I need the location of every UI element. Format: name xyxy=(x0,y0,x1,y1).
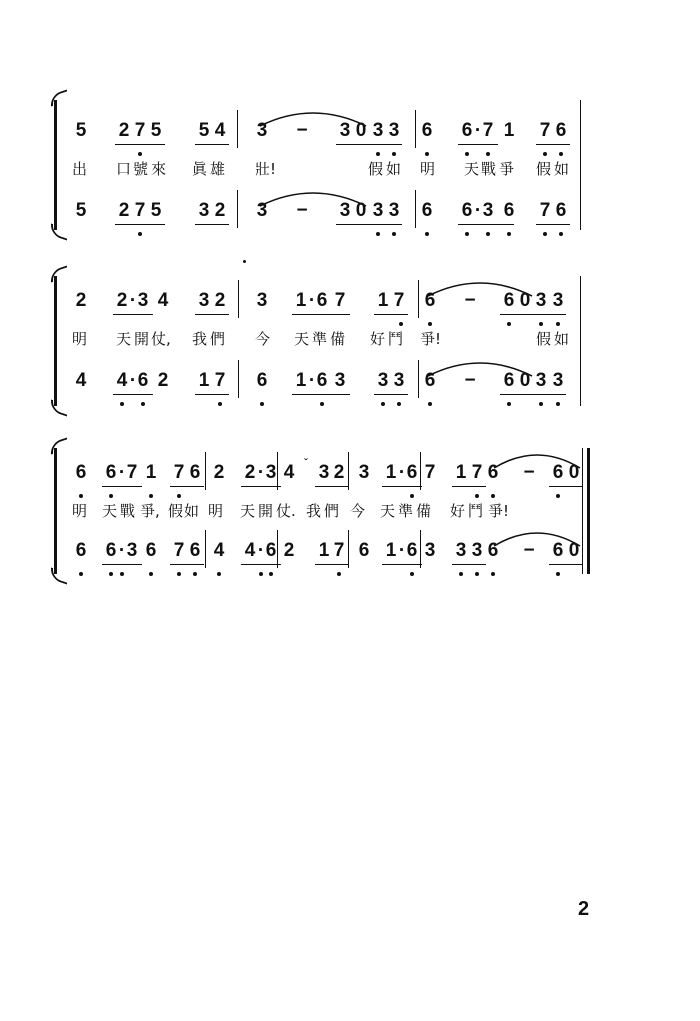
note: 1 xyxy=(385,462,397,483)
system-bracket xyxy=(54,100,63,230)
note: · xyxy=(129,290,137,311)
beam xyxy=(458,224,514,225)
note: 2 xyxy=(333,462,345,483)
barline xyxy=(237,110,238,148)
lyric-char: 爭! xyxy=(488,502,510,520)
note: · xyxy=(474,200,482,221)
beam xyxy=(102,486,142,487)
lyric-char: 今 xyxy=(255,330,271,348)
octave-dot xyxy=(177,494,181,498)
note: · xyxy=(398,540,406,561)
note: 2 xyxy=(244,462,256,483)
octave-dot xyxy=(410,494,414,498)
beam xyxy=(102,564,142,565)
note: 0 xyxy=(355,200,367,221)
beam xyxy=(292,314,350,315)
octave-dot xyxy=(559,232,563,236)
tie-slur xyxy=(258,108,368,128)
beam xyxy=(241,564,281,565)
note: · xyxy=(308,290,316,311)
final-barline xyxy=(587,448,590,574)
octave-dot xyxy=(475,494,479,498)
note: 3 xyxy=(198,200,210,221)
beam xyxy=(452,564,486,565)
lyric-char: 雄 xyxy=(210,160,226,178)
lyric-char: 鬥 xyxy=(388,330,404,348)
note: 1 xyxy=(295,290,307,311)
lyric-char: 如 xyxy=(554,330,570,348)
lyric-char: 們 xyxy=(324,502,340,520)
note: · xyxy=(474,120,482,141)
barline xyxy=(418,280,419,318)
octave-dot xyxy=(491,494,495,498)
lyric-char: 今 xyxy=(350,502,366,520)
lyric-char: 號 xyxy=(133,160,149,178)
beam xyxy=(382,486,422,487)
barline xyxy=(238,360,239,398)
lyric-char: 眞 xyxy=(192,160,208,178)
lyric-char: 天 xyxy=(102,502,118,520)
note: 6 xyxy=(503,370,515,391)
octave-dot xyxy=(428,402,432,406)
octave-dot xyxy=(259,572,263,576)
note: 6 xyxy=(265,540,277,561)
tie-slur xyxy=(492,528,582,548)
beam xyxy=(195,224,229,225)
lyric-char: 天 xyxy=(116,330,132,348)
lyric-char: 如 xyxy=(554,160,570,178)
note: 6 xyxy=(555,200,567,221)
octave-dot xyxy=(507,322,511,326)
lyric-char: 天 xyxy=(240,502,256,520)
note: 3 xyxy=(318,462,330,483)
note: 3 xyxy=(552,370,564,391)
note: · xyxy=(118,462,126,483)
lyric-char: 明 xyxy=(420,160,436,178)
lyric-char: 爭, xyxy=(140,502,160,520)
octave-dot xyxy=(109,494,113,498)
octave-dot xyxy=(425,232,429,236)
note: 6 xyxy=(316,290,328,311)
octave-dot xyxy=(543,152,547,156)
beam xyxy=(536,144,570,145)
note: 3 xyxy=(256,290,268,311)
note: 4 xyxy=(213,540,225,561)
note: 2 xyxy=(214,200,226,221)
barline xyxy=(277,530,278,568)
note: 4 xyxy=(244,540,256,561)
note: 4 xyxy=(75,370,87,391)
note: 6 xyxy=(424,290,436,311)
beam xyxy=(500,314,566,315)
beam xyxy=(336,144,402,145)
note: 3 xyxy=(377,370,389,391)
lyric-char: 出 xyxy=(72,160,88,178)
breath-mark: ˇ xyxy=(304,456,308,470)
lyric-char: 假 xyxy=(536,330,552,348)
note: 0 xyxy=(568,462,580,483)
note: 3 xyxy=(471,540,483,561)
lyric-char: 我 xyxy=(192,330,208,348)
beam xyxy=(536,224,570,225)
note: 7 xyxy=(173,462,185,483)
octave-dot xyxy=(138,232,142,236)
beam xyxy=(115,144,165,145)
note: 6 xyxy=(189,540,201,561)
lyric-char: 準 xyxy=(398,502,414,520)
octave-dot xyxy=(217,572,221,576)
octave-dot xyxy=(109,572,113,576)
lyric-char: 仗, xyxy=(151,330,171,348)
note: 6 xyxy=(137,370,149,391)
note: − xyxy=(523,540,535,561)
barline xyxy=(580,276,581,406)
lyric-char: 備 xyxy=(416,502,432,520)
octave-dot xyxy=(475,572,479,576)
note: 4 xyxy=(283,462,295,483)
system-bracket xyxy=(54,448,63,574)
lyric-char: 戰 xyxy=(481,160,497,178)
lyric-char: 戰 xyxy=(120,502,136,520)
note: − xyxy=(296,200,308,221)
note: 2 xyxy=(283,540,295,561)
note: 6 xyxy=(461,200,473,221)
octave-dot xyxy=(392,152,396,156)
lyric-char: 假 xyxy=(368,160,384,178)
note: 1 xyxy=(455,462,467,483)
note: 6 xyxy=(487,540,499,561)
lyric-char: 好 xyxy=(450,502,466,520)
lyric-char: 我 xyxy=(306,502,322,520)
lyric-char: 們 xyxy=(210,330,226,348)
note: − xyxy=(464,290,476,311)
octave-dot xyxy=(507,402,511,406)
beam xyxy=(113,394,153,395)
lyric-char: 天 xyxy=(380,502,396,520)
lyric-char: 鬥 xyxy=(468,502,484,520)
octave-dot xyxy=(397,402,401,406)
note: 6 xyxy=(421,120,433,141)
octave-dot xyxy=(269,572,273,576)
beam xyxy=(195,314,229,315)
note: 6 xyxy=(105,462,117,483)
octave-dot xyxy=(507,232,511,236)
barline xyxy=(205,452,206,490)
note: 7 xyxy=(424,462,436,483)
lyric-char: 仗. xyxy=(276,502,296,520)
note: 7 xyxy=(334,290,346,311)
note: 7 xyxy=(539,120,551,141)
note: 7 xyxy=(134,120,146,141)
note: 7 xyxy=(393,290,405,311)
note: 3 xyxy=(424,540,436,561)
octave-dot xyxy=(376,152,380,156)
note: 7 xyxy=(482,120,494,141)
octave-dot xyxy=(260,402,264,406)
note: 3 xyxy=(535,370,547,391)
lyric-char: 天 xyxy=(464,160,480,178)
note: 6 xyxy=(75,540,87,561)
note: 6 xyxy=(145,540,157,561)
note: 3 xyxy=(198,290,210,311)
barline xyxy=(420,530,421,568)
beam xyxy=(452,486,486,487)
note: 6 xyxy=(358,540,370,561)
note: 6 xyxy=(555,120,567,141)
beam xyxy=(549,486,583,487)
note: 3 xyxy=(265,462,277,483)
octave-dot xyxy=(486,152,490,156)
note: 6 xyxy=(461,120,473,141)
note: 3 xyxy=(393,370,405,391)
note: 3 xyxy=(535,290,547,311)
beam xyxy=(374,314,408,315)
note: 2 xyxy=(157,370,169,391)
note: 4 xyxy=(157,290,169,311)
beam xyxy=(315,486,349,487)
octave-dot xyxy=(120,572,124,576)
octave-dot xyxy=(410,572,414,576)
octave-dot xyxy=(337,572,341,576)
tie-slur xyxy=(258,188,368,208)
beam xyxy=(374,394,408,395)
note: 3 xyxy=(339,120,351,141)
barline xyxy=(205,530,206,568)
note: 0 xyxy=(568,540,580,561)
note: 1 xyxy=(503,120,515,141)
octave-dot xyxy=(491,572,495,576)
note: · xyxy=(398,462,406,483)
octave-dot xyxy=(376,232,380,236)
lyric-char: 爭 xyxy=(499,160,515,178)
note: 2 xyxy=(118,120,130,141)
note: 6 xyxy=(189,462,201,483)
note: 6 xyxy=(406,540,418,561)
octave-dot xyxy=(465,232,469,236)
note: 4 xyxy=(116,370,128,391)
beam xyxy=(315,564,349,565)
note: 7 xyxy=(126,462,138,483)
octave-dot xyxy=(177,572,181,576)
octave-dot xyxy=(556,572,560,576)
octave-dot xyxy=(149,572,153,576)
barline xyxy=(580,100,581,230)
note: 1 xyxy=(318,540,330,561)
note: · xyxy=(118,540,126,561)
octave-dot xyxy=(138,152,142,156)
beam xyxy=(382,564,422,565)
note: 2 xyxy=(75,290,87,311)
octave-dot xyxy=(149,494,153,498)
note: 6 xyxy=(424,370,436,391)
octave-dot xyxy=(425,152,429,156)
lyric-char: 明 xyxy=(208,502,224,520)
note: 3 xyxy=(372,200,384,221)
note: 7 xyxy=(173,540,185,561)
octave-dot xyxy=(428,322,432,326)
note: 6 xyxy=(421,200,433,221)
note: 3 xyxy=(455,540,467,561)
octave-dot xyxy=(556,402,560,406)
beam xyxy=(115,224,165,225)
octave-dot xyxy=(381,402,385,406)
note: 3 xyxy=(388,120,400,141)
octave-dot xyxy=(120,402,124,406)
note: 6 xyxy=(552,540,564,561)
note: − xyxy=(464,370,476,391)
beam xyxy=(500,394,566,395)
octave-dot xyxy=(486,232,490,236)
lyric-char: 好 xyxy=(370,330,386,348)
note: 0 xyxy=(355,120,367,141)
note: 1 xyxy=(385,540,397,561)
lyric-char: 如 xyxy=(386,160,402,178)
beam xyxy=(458,144,498,145)
tie-slur xyxy=(426,358,534,378)
beam xyxy=(336,224,402,225)
note: 3 xyxy=(334,370,346,391)
note: 7 xyxy=(214,370,226,391)
note: 6 xyxy=(487,462,499,483)
barline xyxy=(582,448,583,574)
note: 5 xyxy=(75,120,87,141)
note: 3 xyxy=(552,290,564,311)
note: 3 xyxy=(482,200,494,221)
note: 2 xyxy=(214,290,226,311)
barline xyxy=(420,452,421,490)
note: 6 xyxy=(256,370,268,391)
octave-dot xyxy=(556,494,560,498)
note: 7 xyxy=(333,540,345,561)
note: 4 xyxy=(214,120,226,141)
barline xyxy=(348,530,349,568)
lyric-char: 口 xyxy=(116,160,132,178)
note: 1 xyxy=(145,462,157,483)
note: 6 xyxy=(503,290,515,311)
note: 5 xyxy=(75,200,87,221)
lyric-char: 壯! xyxy=(255,160,277,178)
lyric-char: 如 xyxy=(184,502,200,520)
page-number: 2 xyxy=(578,898,590,920)
beam xyxy=(170,486,204,487)
note: 3 xyxy=(126,540,138,561)
beam xyxy=(195,394,229,395)
lyric-char: 假 xyxy=(168,502,184,520)
barline xyxy=(238,280,239,318)
note: 3 xyxy=(339,200,351,221)
lyric-char: 明 xyxy=(72,502,88,520)
beam xyxy=(292,394,350,395)
note: 2 xyxy=(118,200,130,221)
mark-dot xyxy=(243,260,246,263)
octave-dot xyxy=(141,402,145,406)
note: 7 xyxy=(134,200,146,221)
barline xyxy=(415,190,416,228)
barline xyxy=(348,452,349,490)
note: 6 xyxy=(406,462,418,483)
barline xyxy=(277,452,278,490)
lyric-char: 來 xyxy=(151,160,167,178)
note: − xyxy=(523,462,535,483)
note: 3 xyxy=(256,200,268,221)
octave-dot xyxy=(543,232,547,236)
barline xyxy=(237,190,238,228)
note: 1 xyxy=(198,370,210,391)
octave-dot xyxy=(79,494,83,498)
lyric-char: 開 xyxy=(134,330,150,348)
note: 3 xyxy=(137,290,149,311)
note: 5 xyxy=(150,120,162,141)
lyric-char: 準 xyxy=(312,330,328,348)
note: 3 xyxy=(358,462,370,483)
octave-dot xyxy=(539,402,543,406)
note: 7 xyxy=(539,200,551,221)
octave-dot xyxy=(193,572,197,576)
note: − xyxy=(296,120,308,141)
octave-dot xyxy=(556,322,560,326)
note: · xyxy=(257,462,265,483)
octave-dot xyxy=(459,572,463,576)
note: 5 xyxy=(198,120,210,141)
note: 0 xyxy=(519,290,531,311)
octave-dot xyxy=(465,152,469,156)
octave-dot xyxy=(539,322,543,326)
note: 6 xyxy=(552,462,564,483)
lyric-char: 天 xyxy=(294,330,310,348)
note: 7 xyxy=(471,462,483,483)
note: 6 xyxy=(316,370,328,391)
octave-dot xyxy=(399,322,403,326)
note: 1 xyxy=(377,290,389,311)
note: · xyxy=(308,370,316,391)
note: 0 xyxy=(519,370,531,391)
note: 6 xyxy=(503,200,515,221)
octave-dot xyxy=(218,402,222,406)
beam xyxy=(113,314,153,315)
note: 6 xyxy=(75,462,87,483)
beam xyxy=(241,486,281,487)
barline xyxy=(415,110,416,148)
note: 3 xyxy=(388,200,400,221)
octave-dot xyxy=(320,402,324,406)
barline xyxy=(418,360,419,398)
lyric-char: 備 xyxy=(330,330,346,348)
note: 5 xyxy=(150,200,162,221)
note: 3 xyxy=(256,120,268,141)
note: · xyxy=(257,540,265,561)
beam xyxy=(549,564,583,565)
note: 1 xyxy=(295,370,307,391)
octave-dot xyxy=(392,232,396,236)
tie-slur xyxy=(426,278,534,298)
octave-dot xyxy=(79,572,83,576)
lyric-char: 爭! xyxy=(420,330,442,348)
octave-dot xyxy=(559,152,563,156)
system-bracket xyxy=(54,276,63,406)
beam xyxy=(195,144,229,145)
tie-slur xyxy=(492,450,582,470)
note: 2 xyxy=(116,290,128,311)
note: · xyxy=(129,370,137,391)
note: 6 xyxy=(105,540,117,561)
lyric-char: 假 xyxy=(536,160,552,178)
note: 2 xyxy=(213,462,225,483)
note: 3 xyxy=(372,120,384,141)
lyric-char: 明 xyxy=(72,330,88,348)
lyric-char: 開 xyxy=(258,502,274,520)
beam xyxy=(170,564,204,565)
